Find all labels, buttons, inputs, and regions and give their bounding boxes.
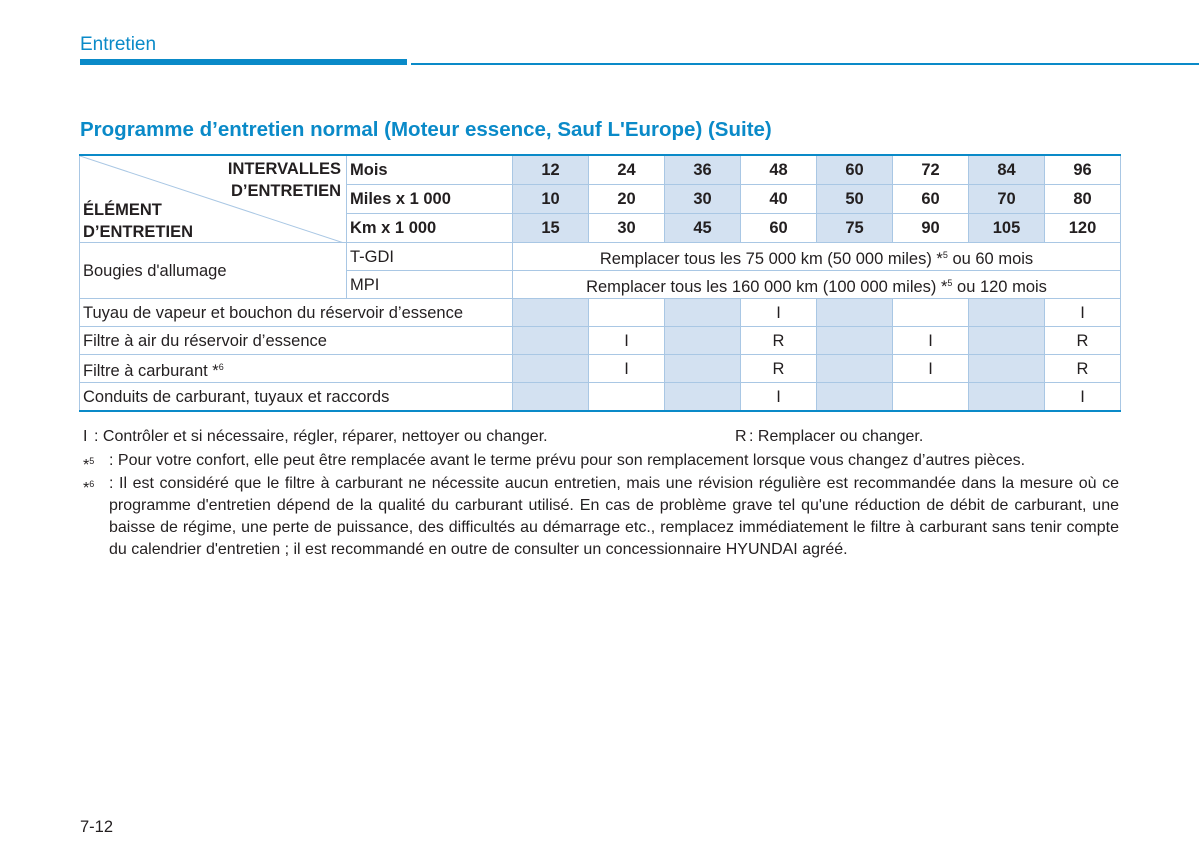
interval-value: 50 (817, 185, 893, 214)
maintenance-mark (665, 299, 741, 327)
maintenance-mark (513, 299, 589, 327)
footnote-5 (83, 450, 1119, 472)
interval-label: Mois (347, 155, 513, 185)
maintenance-mark: I (1045, 299, 1121, 327)
interval-value: 80 (1045, 185, 1121, 214)
table-title: Programme d’entretien normal (Moteur essence, Sauf L'Europe) (Suite) (80, 118, 772, 141)
interval-value: 48 (741, 155, 817, 185)
interval-value: 120 (1045, 214, 1121, 243)
header-rule-thick (80, 59, 407, 65)
footnote-text: : Il est considéré que le filtre à carburant ne nécessite aucun entretien, mais une révision régulière est recommandée dans la mesure où ce programme d'entretien dépend de la qualité du carburant utilisé. En cas de problème grave tel qu'une réduction de débit de carburant, une baisse de régime, une perte de puissance, des difficultés au démarrage etc., remplacez immédiatement le filtre à carburant sans tenir compte du calendrier d'entretien ; il est recommandé en outre de consulter un concessionnaire HYUNDAI agréé. (109, 475, 1119, 558)
interval-value: 40 (741, 185, 817, 214)
maintenance-mark (817, 383, 893, 412)
maintenance-mark: I (893, 355, 969, 383)
maintenance-item-label: Conduits de carburant, tuyaux et raccords (80, 383, 513, 412)
maintenance-mark (969, 355, 1045, 383)
maintenance-mark (817, 327, 893, 355)
footnote-text: : Pour votre confort, elle peut être remplacée avant le terme prévu pour son remplacement lorsque vous changez d’autres pièces. (109, 452, 1026, 469)
maintenance-item-row (80, 383, 1121, 412)
maintenance-mark: I (741, 383, 817, 412)
maintenance-mark: I (589, 327, 665, 355)
maintenance-mark (969, 383, 1045, 412)
spark-plug-interval-note: Remplacer tous les 75 000 km (50 000 miles) *$^5$ ou 60 mois (513, 243, 1121, 271)
footnote-key: *$^6$ (83, 479, 95, 497)
footnote-key: *$^5$ (83, 456, 95, 474)
maintenance-mark (817, 299, 893, 327)
maintenance-item-row (80, 299, 1121, 327)
engine-type-label: T-GDI (347, 243, 513, 271)
legend-i-key: I (83, 428, 88, 445)
interval-value: 20 (589, 185, 665, 214)
legend-r-key: R (735, 428, 747, 445)
maintenance-mark (513, 327, 589, 355)
maintenance-mark: I (741, 299, 817, 327)
maintenance-item-label: Filtre à carburant *$^6$ (80, 355, 513, 383)
maintenance-mark (513, 383, 589, 412)
maintenance-mark (969, 299, 1045, 327)
interval-value: 72 (893, 155, 969, 185)
interval-value: 84 (969, 155, 1045, 185)
interval-value: 45 (665, 214, 741, 243)
maintenance-mark: I (1045, 383, 1121, 412)
maintenance-item-label: Tuyau de vapeur et bouchon du réservoir d’essence (80, 299, 513, 327)
element-header: ÉLÉMENT D’ENTRETIEN (83, 201, 194, 241)
maintenance-mark: R (741, 355, 817, 383)
section-title: Entretien (80, 34, 157, 55)
maintenance-mark (665, 383, 741, 412)
interval-value: 105 (969, 214, 1045, 243)
interval-value: 15 (513, 214, 589, 243)
interval-value: 12 (513, 155, 589, 185)
interval-value: 24 (589, 155, 665, 185)
maintenance-item-label: Filtre à air du réservoir d’essence (80, 327, 513, 355)
maintenance-mark (665, 355, 741, 383)
interval-label: Km x 1 000 (347, 214, 513, 243)
engine-type-label: MPI (347, 271, 513, 299)
maintenance-mark (893, 383, 969, 412)
interval-value: 30 (665, 185, 741, 214)
interval-value: 75 (817, 214, 893, 243)
maintenance-mark (817, 355, 893, 383)
maintenance-mark (589, 383, 665, 412)
spark-plug-interval-note: Remplacer tous les 160 000 km (100 000 miles) *$^5$ ou 120 mois (513, 271, 1121, 299)
interval-value: 30 (589, 214, 665, 243)
maintenance-item-row (80, 355, 1121, 383)
interval-row-months (80, 155, 1121, 185)
legend-r-text: : Remplacer ou changer. (749, 428, 924, 445)
interval-label: Miles x 1 000 (347, 185, 513, 214)
spark-plug-row-tgdi (80, 243, 1121, 271)
intervals-header: INTERVALLES D’ENTRETIEN (227, 160, 341, 200)
maintenance-mark (893, 299, 969, 327)
notes-section (83, 426, 1119, 561)
interval-value: 10 (513, 185, 589, 214)
legend-i-text: : Contrôler et si nécessaire, régler, réparer, nettoyer ou changer. (94, 428, 548, 445)
legend-line (83, 426, 1119, 448)
maintenance-item-row (80, 327, 1121, 355)
interval-value: 60 (817, 155, 893, 185)
interval-value: 60 (741, 214, 817, 243)
maintenance-mark: I (589, 355, 665, 383)
page-number: 7-12 (80, 818, 114, 836)
maintenance-mark: R (741, 327, 817, 355)
maintenance-mark: R (1045, 355, 1121, 383)
header-rule-thin (411, 63, 1199, 65)
table-corner-cell (80, 155, 347, 243)
maintenance-mark (969, 327, 1045, 355)
interval-value: 70 (969, 185, 1045, 214)
interval-value: 96 (1045, 155, 1121, 185)
spark-plug-label: Bougies d'allumage (80, 243, 347, 299)
maintenance-mark (665, 327, 741, 355)
maintenance-mark: R (1045, 327, 1121, 355)
interval-value: 36 (665, 155, 741, 185)
footnote-6 (83, 473, 1119, 561)
maintenance-mark (513, 355, 589, 383)
maintenance-mark: I (893, 327, 969, 355)
interval-value: 60 (893, 185, 969, 214)
interval-value: 90 (893, 214, 969, 243)
maintenance-mark (589, 299, 665, 327)
maintenance-schedule-table (79, 154, 1121, 412)
